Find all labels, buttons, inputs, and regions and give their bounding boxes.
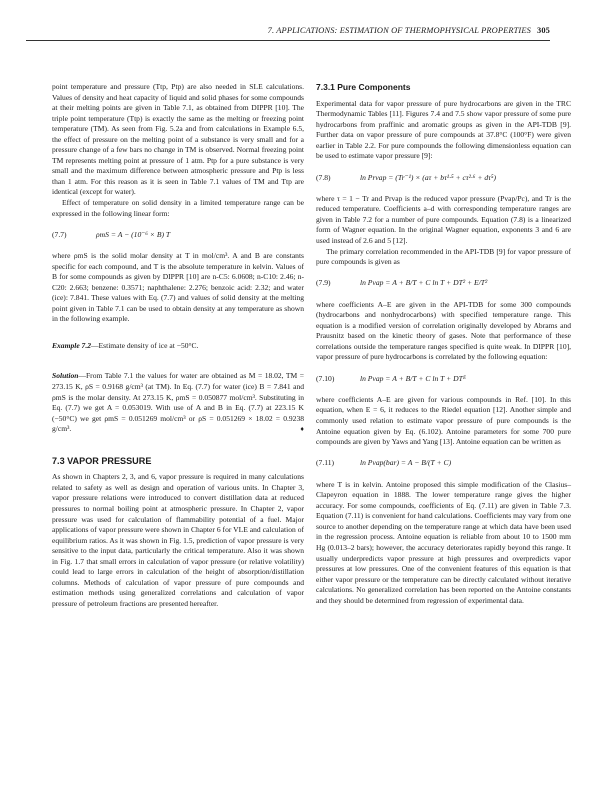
page-number: 305	[536, 26, 550, 35]
solution	[52, 371, 304, 434]
paragraph: where T is in kelvin. Antoine proposed this simple modification of the Clasius–Clapeyron equation in 1888. The lower temperature range gives the higher accuracy. For some compounds, coefficients of Eq. (7.11) are given in Table 7.3. Equation (7.11) is convenient for hand calculations. Coefficients may vary from one source to another depending on the temperature range at which data have been used in the regression process. Antoine equation is reliable from about 10 to 1500 mm Hg (0.013–2 bars); however, the accuracy deteriorates rapidly beyond this range. It usually underpredicts vapor pressure at high pressures and overpredicts vapor pressures at low pressures. One of the convenient features of this equation is that either vapor pressure or the temperature can be directly calculated without iterative calculations. No generalized correlation has been reported on the Antoine constants and they should be determined from regression of experimental data.	[316, 479, 571, 605]
solution-label: Solution	[52, 371, 79, 381]
equation-number: (7.10)	[316, 373, 335, 383]
paragraph: where τ = 1 − Tr and Prvap is the reduced vapor pressure (Pvap/Pc), and Tr is the reduced temperature. Coefficients a–d with corresponding temperature ranges are given in Table 7.2 for a number of pure compounds. Equation (7.8) is a linearized form of Wagner equation. In the original Wagner equation, exponents 3 and 6 are used instead of 2.6 and 5 [12].	[316, 193, 571, 246]
equation-7-11	[316, 453, 571, 475]
paragraph: The primary correlation recommended in the API-TDB [9] for vapor pressure of pure compounds is given as	[316, 246, 571, 267]
solution-text: —From Table 7.1 the values for water are obtained as M = 18.02, TM = 273.15 K, ρS = 0.9168 g/cm³ (at TM). In Eq. (7.7) for water (ice) B = 7.841 and ρmS is the molar density. At 273.15 K, ρmS = 0.050877 mol/cm³. Substituting in Eq. (7.7) we get A = 0.053019. With use of A and B in Eq. (7.7) at 223.15 K (−50°C) we get ρmS = 0.051269 mol/cm³ or ρS = 0.051269 × 18.02 = 0.9238 g/cm³.	[52, 371, 304, 434]
paragraph: As shown in Chapters 2, 3, and 6, vapor pressure is required in many calculations related to safety as well as design and operation of various units. In Chapter 3, vapor pressure relations were introduced to convert distillation data at reduced pressures to normal boiling point at atmospheric pressure. In Chapter 2, vapor pressure was used for calculation of flammability potential of a fuel. Major applications of vapor pressure were shown in Chapter 6 for VLE and calculation of equilibrium ratios. As it was shown in Fig. 1.5, prediction of vapor pressure is very sensitive to the input data, particularly the critical temperature. Also it was shown in Fig. 1.7 that small errors in calculation of vapor pressure (or relative volatility) could lead to large errors in calculation of the height of absorption/distillation columns. Methods of calculation of vapor pressure of pure compounds and estimation methods using generalized correlations and calculation of vapor pressure of petroleum fractions are presented hereafter.	[52, 472, 304, 608]
equation-body: ln Pvap = A + B/T + C ln T + DT² + E/T²	[360, 278, 488, 288]
header-title: 7. APPLICATIONS: ESTIMATION OF THERMOPHYSICAL PROPERTIES	[267, 26, 531, 35]
example-7-2	[52, 341, 304, 352]
equation-body: ln Pvap(bar) = A − B/(T + C)	[360, 458, 452, 468]
equation-7-7	[52, 224, 304, 246]
paragraph: where coefficients A–E are given for various compounds in Ref. [10]. In this equation, when E = 6, it reduces to the Riedel equation [12]. Another simple and commonly used relation to estimate vapor pressure of pure compounds is the Antoine equation given by Eq. (6.102). Antoine parameters for some 700 pure compounds are given by Yaws and Yang [13]. Antoine equation can be written as	[316, 394, 571, 447]
equation-7-10	[316, 368, 571, 390]
paragraph: where ρmS is the solid molar density at T in mol/cm³. A and B are constants specific for each compound, and T is the absolute temperature in kelvin. Values of B for some compounds as given by DIPPR [10] are n-C5: 6.0608; n-C10: 2.46; n-C20: 2.663; benzene: 0.3571; naphthalene: 2.276; benzoic acid: 2.32; and water (ice): 7.841. These values with Eq. (7.7) and values of solid density at the melting point given in Table 7.1 can be used to obtain density at any temperature as shown in the following example.	[52, 251, 304, 324]
example-text: —Estimate density of ice at −50°C.	[91, 340, 199, 350]
right-column	[316, 82, 571, 606]
running-header	[26, 26, 550, 41]
paragraph: Effect of temperature on solid density in a limited temperature range can be expressed in the following linear form:	[52, 198, 304, 218]
end-of-example-mark: ♦	[300, 425, 304, 434]
paragraph: where coefficients A–E are given in the API-TDB for some 300 compounds (hydrocarbons and nonhydrocarbons) with specified temperature range. This equation is a modified version of correlation originally developed by Abrams and Prausnitz based on the kinetic theory of gases. Note that performance of these correlations outside the temperature ranges specified is quite weak. In DIPPR [10], vapor pressure of pure hydrocarbons is correlated by the following equation:	[316, 299, 571, 362]
equation-number: (7.7)	[52, 229, 67, 239]
equation-body: ln Pvap = A + B/T + C ln T + DTᴱ	[360, 373, 466, 383]
subsection-heading: 7.3.1 Pure Components	[316, 82, 411, 92]
paragraph: point temperature and pressure (Ttp, Ptp) are also needed in SLE calculations. Values of density and heat capacity of liquid and solid phases for some compounds at their melting points are given in Table 7.1, as obtained from DIPPR [10]. The triple point temperature (Ttp) is exactly the same as the melting or freezing point temperature (TM). As seen from Fig. 5.2a and from calculations in Example 6.5, the effect of pressure on the melting point of a substance is very small and for a pressure change of a few bars no change in TM is observed. Normal freezing point TM represents melting point at pressure of 1 atm. Ptp for a pure substance is very small and the maximum difference between atmospheric pressure and Ptp is less than 1 atm. For this reason as it is seen in Table 7.1 values of TM and Ttp are identical (except for water).	[52, 82, 304, 197]
example-label: Example 7.2	[52, 340, 91, 350]
equation-number: (7.8)	[316, 172, 331, 182]
paragraph: Experimental data for vapor pressure of pure hydrocarbons are given in the TRC Thermodynamic Tables [11]. Figures 7.4 and 7.5 show vapor pressure of some pure hydrocarbons from praffinic and aromatic groups as given in the API-TDB [9]. Further data on vapor pressure of pure compounds at 37.8°C (100°F) were given earlier in Table 2.2. For pure compounds the following dimensionless equation can be used to estimate vapor pressure [9]:	[316, 98, 571, 161]
equation-7-8	[316, 167, 571, 189]
equation-number: (7.11)	[316, 458, 335, 468]
left-column	[52, 82, 304, 609]
section-heading: 7.3 VAPOR PRESSURE	[52, 455, 152, 466]
equation-number: (7.9)	[316, 278, 331, 288]
equation-body: ρmS = A − (10⁻⁶ × B) T	[96, 229, 171, 239]
equation-7-9	[316, 273, 571, 295]
equation-body: ln Prvap = (Tr⁻¹) × (aτ + bτ¹·⁵ + cτ²·⁶ + dτ⁵)	[360, 172, 497, 182]
